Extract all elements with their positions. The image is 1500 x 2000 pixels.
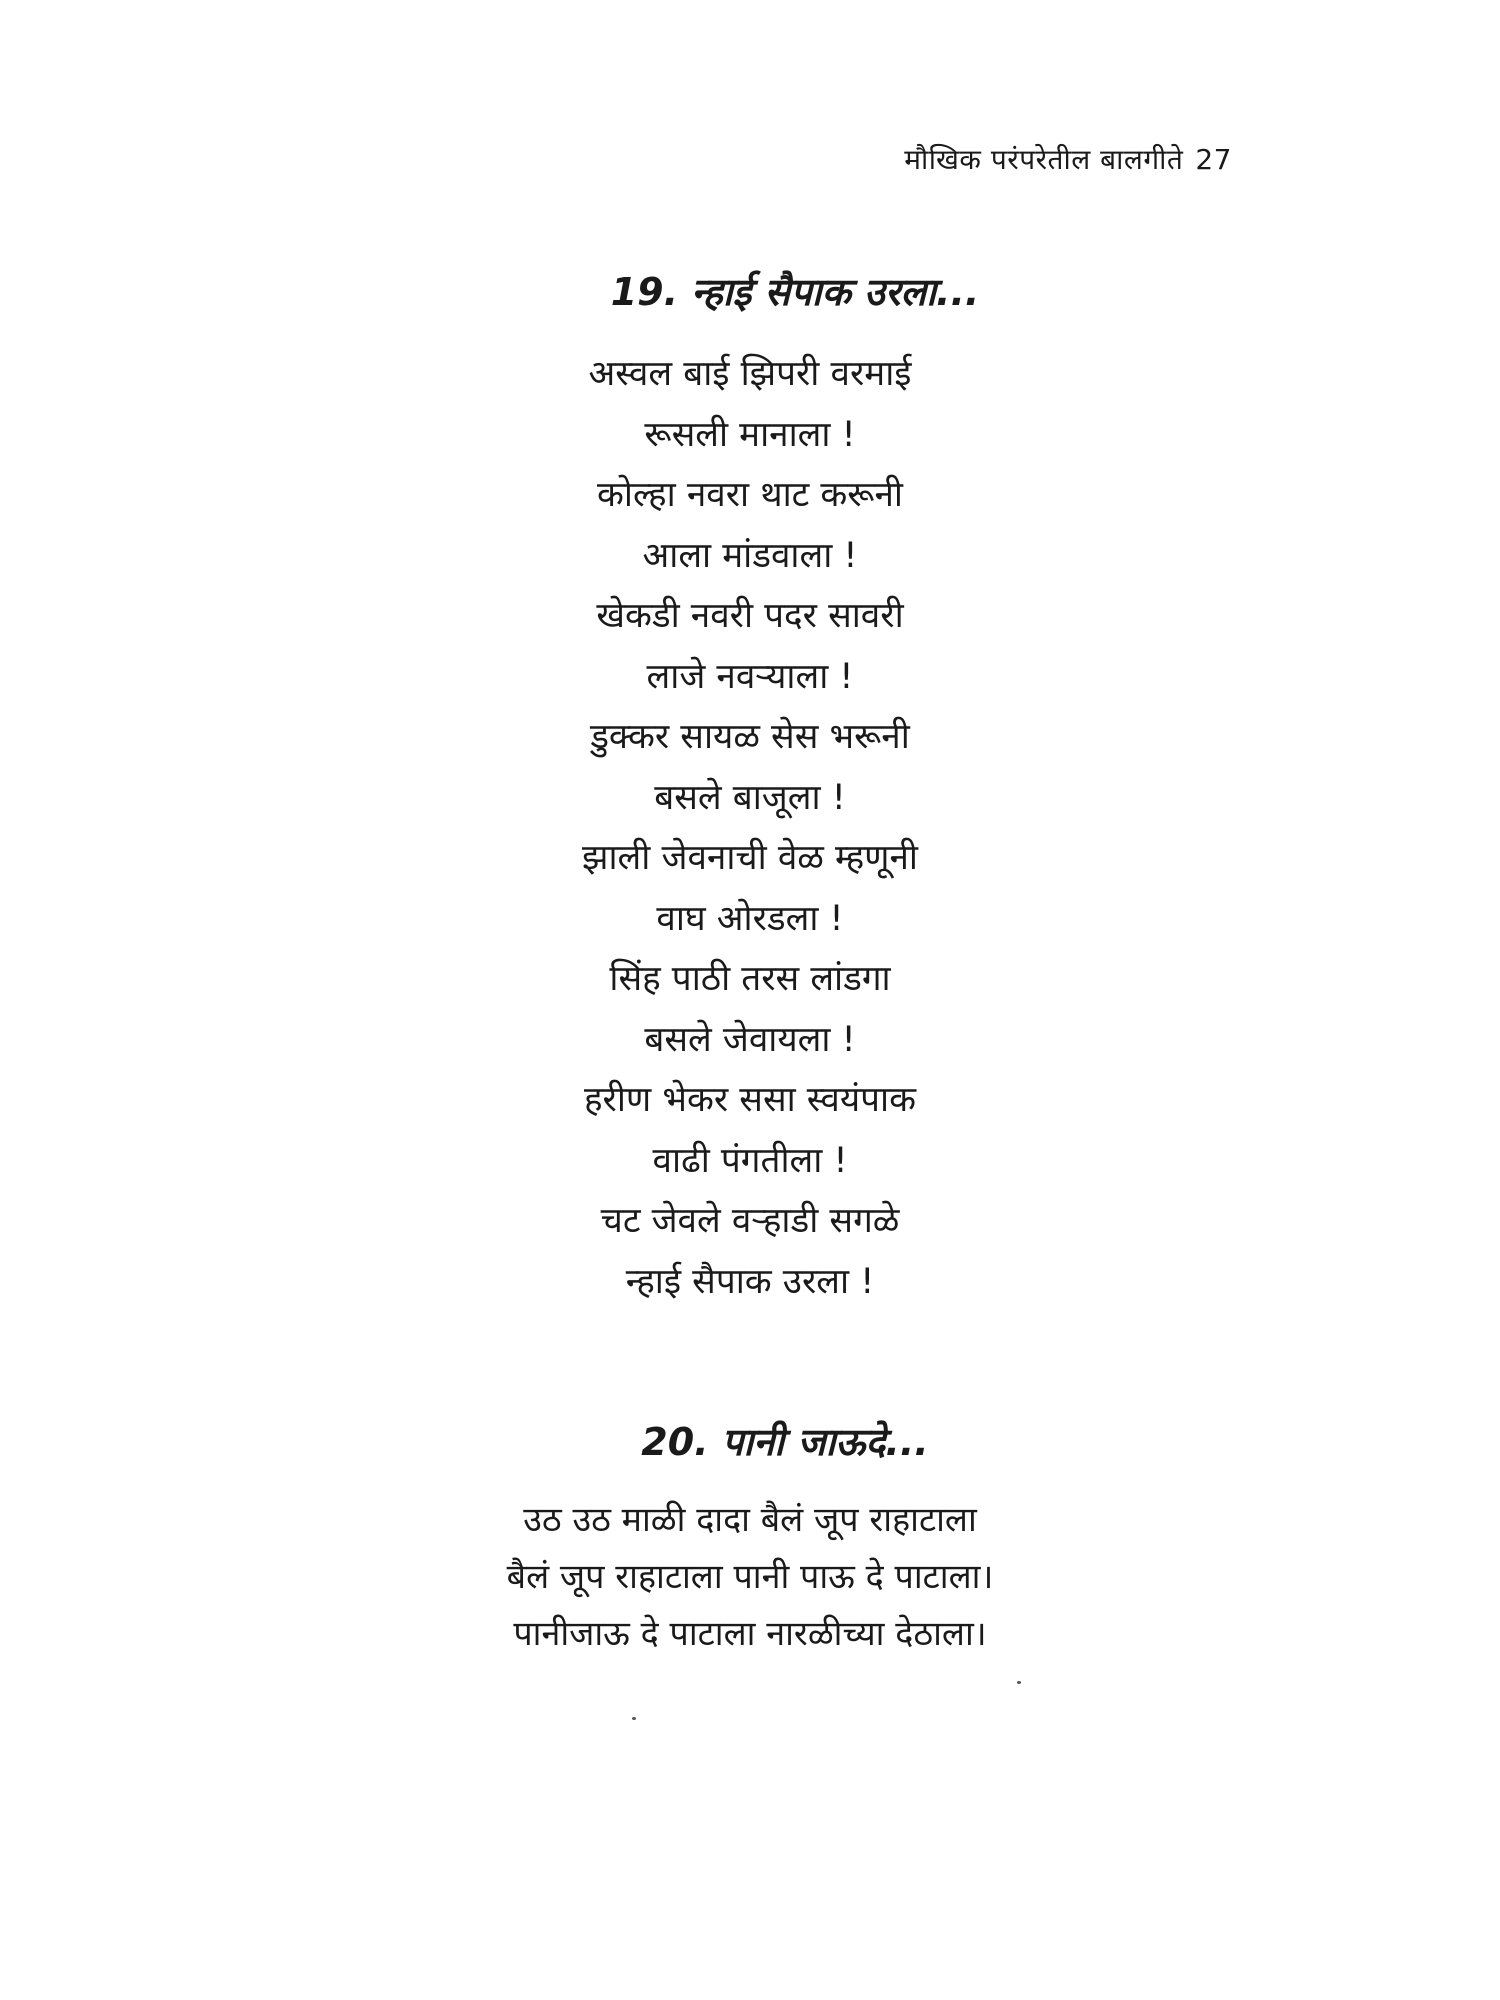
poem-title: 19. न्हाई सैपाक उरला... [610,270,980,314]
poem-19 [0,262,1500,1312]
poem-line: उठ उठ माळी दादा बैलं जूप राहाटाला [523,1500,977,1540]
poem-line: सिंह पाठी तरस लांडगा [609,959,891,999]
poem-line: खेकडी नवरी पदर सावरी [596,596,904,636]
scan-speck [1017,1681,1021,1684]
poem-line: डुक्कर सायळ सेस भरूनी [590,717,910,757]
poem-line: झाली जेवनाची वेळ म्हणूनी [582,838,918,878]
poem-line: वाढी पंगतीला ! [652,1140,848,1181]
poem-title: 20. पानी जाऊदे... [641,1420,929,1464]
book-title: मौखिक परंपरेतील बालगीते [904,143,1184,176]
poem-line: पानीजाऊ दे पाटाला नारळीच्या देठाला। [513,1614,987,1654]
poem-line: बैलं जूप राहाटाला पानी पाऊ दे पाटाला। [506,1557,994,1597]
running-header [904,140,1232,178]
poem-line: बसले जेवायला ! [644,1019,856,1060]
page-number: 27 [1195,143,1232,176]
poem-line: चट जेवले वऱ्हाडी सगळे [600,1201,900,1241]
poem-line: लाजे नवऱ्याला ! [646,656,854,697]
scan-speck [632,1717,636,1720]
poem-20 [0,1412,1500,1663]
poem-line: हरीण भेकर ससा स्वयंपाक [583,1080,917,1120]
poem-lines [0,1492,1500,1663]
poem-line: कोल्हा नवरा थाट करूनी [597,475,903,515]
poem-line: न्हाई सैपाक उरला ! [625,1261,875,1302]
poem-line: बसले बाजूला ! [654,777,846,818]
poem-line: वाघ ओरडला ! [656,898,844,939]
poem-line: अस्वल बाई झिपरी वरमाई [588,354,912,394]
poem-line: आला मांडवाला ! [642,535,858,576]
poem-lines [0,344,1500,1312]
poem-line: रूसली मानाला ! [644,414,856,455]
